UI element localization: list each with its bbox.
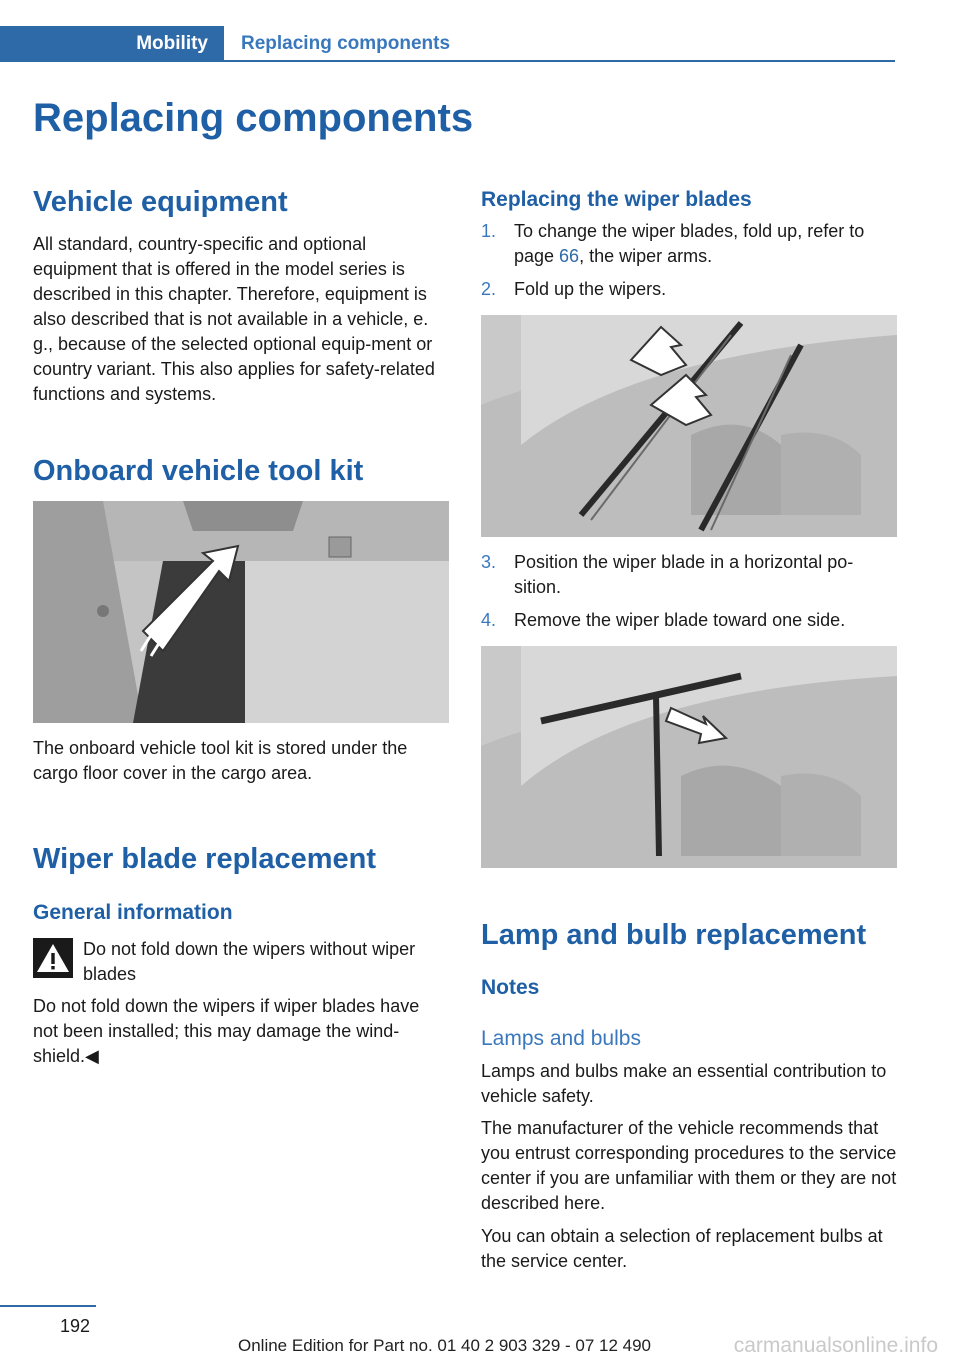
wiper-remove-figure bbox=[481, 646, 897, 868]
lamp-paragraph-3: You can obtain a selection of replacement bulbs at the service center. bbox=[481, 1226, 883, 1271]
page-number: 192 bbox=[60, 1316, 91, 1336]
step-item bbox=[481, 608, 897, 633]
notes-heading: Notes bbox=[481, 976, 540, 999]
warning-body: Do not fold down the wipers if wiper blades have not been installed; this may damage the wind-shield.◀ bbox=[33, 996, 420, 1066]
tool-kit-caption: The onboard vehicle tool kit is stored under the cargo floor cover in the cargo area. bbox=[33, 738, 408, 783]
warning-title: Do not fold down the wipers without wiper blades bbox=[83, 939, 416, 984]
edition-text: Online Edition for Part no. 01 40 2 903 329 - 07 12 490 bbox=[238, 1336, 652, 1355]
tool-kit-figure bbox=[33, 501, 449, 723]
lamp-bulb-heading: Lamp and bulb replacement bbox=[481, 919, 867, 951]
step-text: Remove the wiper blade toward one side. bbox=[514, 610, 846, 630]
step-number: 1. bbox=[481, 221, 497, 241]
page-link[interactable]: 66 bbox=[559, 246, 580, 266]
step-item bbox=[481, 550, 897, 600]
step-text-part: To change the wiper blades, fold up, refer to page bbox=[514, 221, 865, 266]
page-title: Replacing components bbox=[33, 96, 474, 140]
vehicle-equipment-body: All standard, country-specific and optional equipment that is offered in the model series is described in this chapter. Therefore, equipment is also described that is not available in a vehicle, e. g., because of the selected optional equip-ment or country variant. This also applies for safety-related functions and systems. bbox=[33, 234, 435, 404]
step-text: Fold up the wipers. bbox=[514, 279, 667, 299]
step-number: 4. bbox=[481, 610, 497, 630]
step-text bbox=[481, 219, 897, 269]
step-item bbox=[481, 277, 897, 302]
vehicle-equipment-heading: Vehicle equipment bbox=[33, 186, 288, 218]
lamp-paragraph-2: The manufacturer of the vehicle recommends that you entrust corresponding procedures to the service center if you are unfamiliar with them or they are not described here. bbox=[481, 1118, 897, 1213]
lamps-bulbs-heading: Lamps and bulbs bbox=[481, 1027, 641, 1050]
warning-icon bbox=[33, 938, 73, 978]
wiper-fold-up-figure bbox=[481, 315, 897, 537]
step-item bbox=[481, 219, 897, 269]
header-section-tab[interactable]: Mobility bbox=[0, 26, 224, 62]
tool-kit-heading: Onboard vehicle tool kit bbox=[33, 455, 364, 487]
step-number: 2. bbox=[481, 279, 497, 299]
step-number: 3. bbox=[481, 552, 497, 572]
general-information-heading: General information bbox=[33, 901, 233, 924]
replacing-wipers-heading: Replacing the wiper blades bbox=[481, 188, 752, 211]
lamp-paragraph-1: Lamps and bulbs make an essential contribution to vehicle safety. bbox=[481, 1061, 887, 1106]
footer-rule bbox=[0, 1305, 96, 1307]
wiper-blade-heading: Wiper blade replacement bbox=[33, 843, 377, 875]
step-text: Position the wiper blade in a horizontal po-sition. bbox=[514, 552, 854, 597]
step-text-part: , the wiper arms. bbox=[579, 246, 713, 266]
header-title-tab[interactable]: Replacing components bbox=[241, 33, 451, 54]
watermark: carmanualsonline.info bbox=[733, 1334, 938, 1357]
